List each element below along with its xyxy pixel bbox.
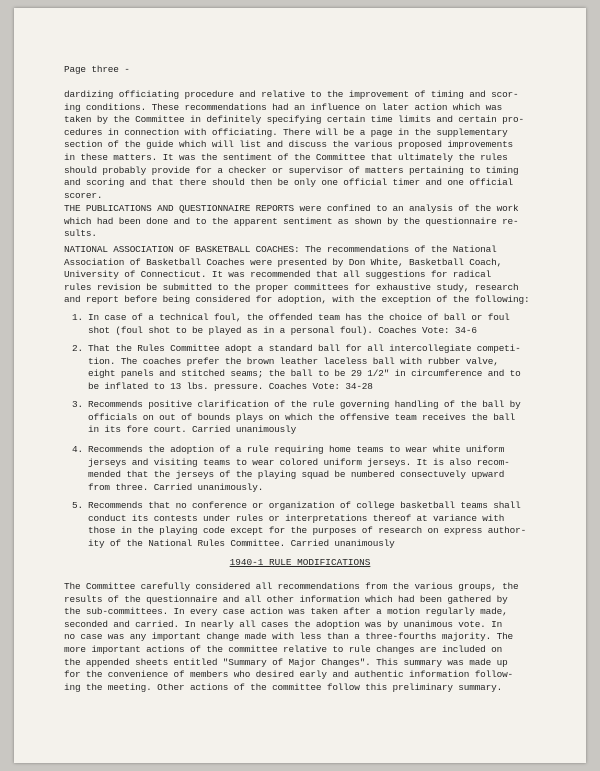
item-number: 3.: [72, 399, 83, 410]
text-line: NATIONAL ASSOCIATION OF BASKETBALL COACHES: The recommendations of the National: [64, 244, 497, 255]
text-line: be inflated to 13 lbs. pressure. Coaches Vote: 34-28: [88, 380, 373, 392]
text-line: section of the guide which will list and discuss the various proposed improvements: [64, 139, 514, 151]
text-line: eight panels and stitched seams; the ball to be 29 1/2" in circumference and to: [88, 368, 521, 380]
text-line: jerseys and visiting teams to wear colored uniform jerseys. It is also recom-: [88, 456, 510, 468]
text-line: ing the meeting. Other actions of the committee follow this preliminary summary.: [64, 681, 503, 693]
section-heading: 1940-1 RULE MODIFICATIONS: [229, 557, 371, 568]
text-line: in these matters. It was the sentiment of the Committee that ultimately the rules: [64, 151, 508, 163]
text-line: which had been done and to the apparent sentiment as shown by the questionnaire re-: [64, 215, 519, 227]
publications-paragraph: [64, 203, 554, 241]
text-line: those in the playing code except for the purposes of research on express author-: [88, 525, 527, 537]
text-line: dardizing officiating procedure and relative to the improvement of timing and scor-: [64, 89, 519, 100]
text-line: should probably provide for a checker or supervisor of matters pertaining to timing: [64, 164, 519, 176]
text-line: In case of a technical foul, the offended team has the choice of ball or foul: [88, 312, 510, 323]
nabc-paragraph: [64, 244, 554, 307]
text-line: in its fore court. Carried unanimously: [88, 424, 297, 436]
text-line: results of the questionnaire and all other information which had been gathered by: [64, 593, 508, 605]
text-line: from three. Carried unanimously.: [88, 481, 264, 493]
text-line: ity of the National Rules Committee. Carried unanimously: [88, 537, 395, 549]
text-line: scorer.: [64, 189, 103, 201]
text-line: THE PUBLICATIONS AND QUESTIONNAIRE REPORTS were confined to an analysis of the work: [64, 203, 519, 214]
text-line: the sub-committees. In every case action was taken after a motion regularly made,: [64, 606, 508, 618]
text-line: more important actions of the committee relative to rule changes are included on: [64, 643, 503, 655]
text-line: cedures in connection with officiating. There will be a page in the supplementary: [64, 126, 508, 138]
text-line: seconded and carried. In nearly all cases the adoption was by unanimous vote. In: [64, 618, 503, 630]
text-line: Recommends the adoption of a rule requiring home teams to wear white uniform: [88, 444, 505, 455]
text-line: rules revision be submitted to the proper committees for exhaustive study, research: [64, 281, 519, 293]
text-line: officials on out of bounds plays on which the offensive team receives the ball: [88, 411, 516, 423]
text-line: taken by the Committee in definitely specifying certain time limits and certain pro-: [64, 114, 524, 126]
text-line: and scoring and that there should then be only one official timer and one official: [64, 177, 514, 189]
text-line: University of Connecticut. It was recommended that all suggestions for radical: [64, 269, 492, 281]
text-line: tion. The coaches prefer the brown leather laceless ball with rubber valve,: [88, 355, 499, 367]
text-line: shot (foul shot to be played as in a personal foul). Coaches Vote: 34-6: [88, 324, 477, 336]
item-number: 5.: [72, 500, 83, 511]
modifications-paragraph: [64, 581, 554, 694]
text-line: for the convenience of members who desired early and authentic information follow-: [64, 669, 514, 681]
text-line: Recommends positive clarification of the rule governing handling of the ball by: [88, 399, 521, 410]
item-number: 2.: [72, 343, 83, 354]
text-line: sults.: [64, 228, 97, 240]
text-line: conduct its contests under rules or interpretations thereof at variance with: [88, 512, 505, 524]
text-line: no case was any important change made with less than a three-fourths majority. The: [64, 631, 514, 643]
text-line: Association of Basketball Coaches were presented by Don White, Basketball Coach,: [64, 256, 503, 268]
text-line: The Committee carefully considered all recommendations from the various groups, the: [64, 581, 519, 592]
text-line: the appended sheets entitled "Summary of Major Changes". This summary was made up: [64, 656, 508, 668]
page-header: Page three -: [64, 64, 130, 75]
text-line: That the Rules Committee adopt a standard ball for all intercollegiate competi-: [88, 343, 521, 354]
intro-paragraph: [64, 89, 554, 202]
text-line: ing conditions. These recommendations had an influence on later action which was: [64, 101, 503, 113]
text-line: mended that the jerseys of the playing squad be numbered consectuvely upward: [88, 469, 505, 481]
text-line: and report before being considered for adoption, with the exception of the following:: [64, 294, 530, 306]
item-number: 1.: [72, 312, 83, 323]
item-number: 4.: [72, 444, 83, 455]
text-line: Recommends that no conference or organization of college basketball teams shall: [88, 500, 521, 511]
document-page: [14, 8, 586, 763]
